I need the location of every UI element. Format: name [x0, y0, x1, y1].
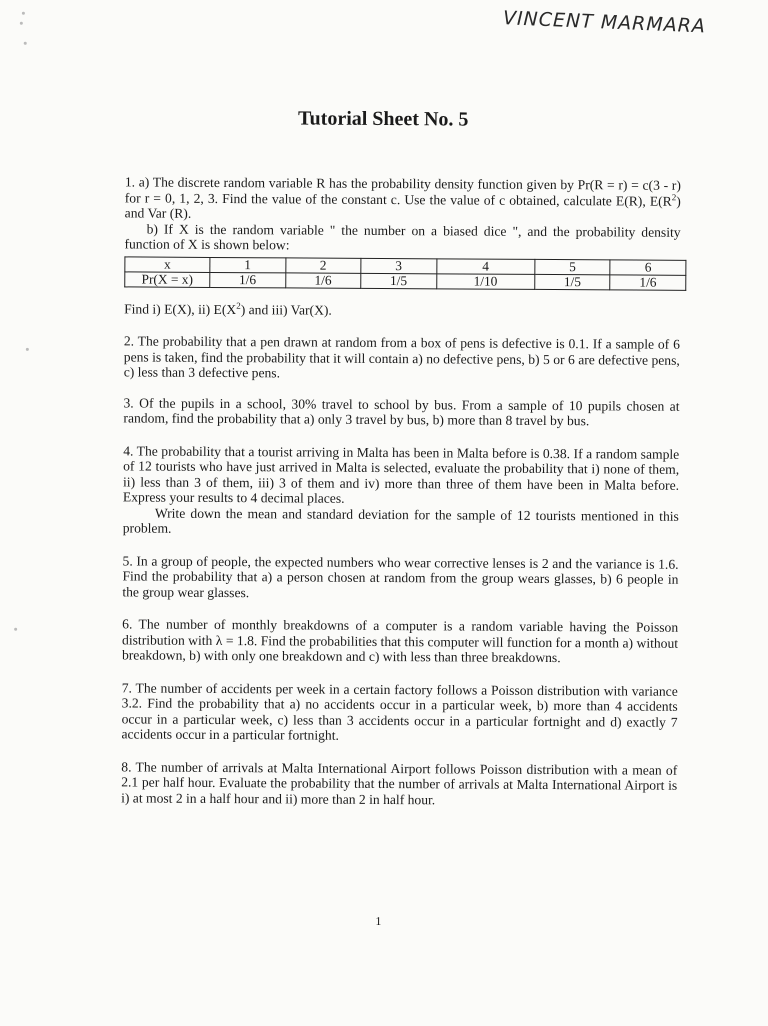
handwritten-signature: VINCENT MARMARA: [502, 7, 707, 38]
margin-specks: [12, 0, 48, 1022]
table-row-label: Pr(X = x): [125, 271, 210, 287]
question-8: [121, 759, 677, 809]
question-1: [124, 174, 680, 255]
table-cell: 1/6: [210, 272, 286, 287]
question-8-text: 8. The number of arrivals at Malta International Airport follows Poisson distribution with a mean of 2.1 per half hour. Evaluate the probability that the number of arrivals at Malta International Airport is i) at most 2 in a half hour and ii) more than 2 in half hour.: [121, 758, 678, 807]
question-4-followup-text: Write down the mean and standard deviation for the sample of 12 tourists mentioned in this problem.: [122, 505, 679, 536]
table-cell: 1/10: [436, 273, 534, 289]
question-6: [122, 616, 678, 666]
question-3-text: 3. Of the pupils in a school, 30% travel to school by bus. From a sample of 10 pupils chosen at random, find the probability that a) only 3 travel by bus, b) more than 8 travel by bus.: [123, 394, 680, 429]
question-1-find-line: Find i) E(X), ii) $E(X^2)$ and iii) Var(X).: [124, 300, 332, 318]
question-1b-text: b) If X is the random variable " the number on a biased dice ", and the probability density function of X is shown below:: [124, 221, 681, 253]
question-4-text: 4. The probability that a tourist arriving in Malta has been in Malta before is 0.38. If a random sample of 12 tourists who have just arrived in Malta is selected, evaluate the probability that i) none of them, ii) less than 3 of them, iii) 3 of them and iv) more than three of them have been in Malta before. Express your results to 4 decimal places.: [122, 442, 680, 506]
question-4: [123, 443, 680, 539]
question-3: [123, 395, 679, 429]
table-row: [125, 271, 686, 289]
table-cell: 3: [361, 258, 437, 273]
table-cell: 4: [436, 258, 534, 274]
question-6-text: 6. The number of monthly breakdowns of a computer is a random variable having the Poisson distribution with λ = 1.8. Find the probabilities that this computer will function for a month a) without breakdown, b) with only one breakdown and c) with less than three breakdowns.: [121, 616, 679, 666]
question-2-text: 2. The probability that a pen drawn at random from a box of pens is defective is 0.1. If a sample of 6 pens is taken, find the probability that it will contain a) no defective pens, b) 5 or 6 are defective pens, c) less than 3 defective pens.: [123, 333, 680, 381]
table-cell: 6: [610, 259, 686, 274]
question-2: [124, 333, 680, 383]
page-number: 1: [375, 913, 382, 929]
question-7-text: 7. The number of accidents per week in a certain factory follows a Poisson distribution with variance 3.2. Find the probability that a) no accidents occur in a particular week, b) more than 4 accidents occur in a particular week, c) less than 3 accidents occur in a particular fortnight and d) exactly 7 accidents occur in a particular fortnight.: [121, 679, 678, 743]
probability-table: [124, 256, 686, 290]
table-cell: 5: [535, 259, 611, 274]
question-7: [121, 680, 677, 745]
table-cell: 1/5: [361, 273, 437, 288]
question-5-text: 5. In a group of people, the expected numbers who wear corrective lenses is 2 and the variance is 1.6. Find the probability that a) a person chosen at random from the group wears glasses, b) 6 people in the group wear glasses.: [122, 552, 679, 600]
table-cell: 2: [285, 257, 361, 272]
question-1a-text: 1. a) The discrete random variable R has the probability density function given by Pr(R = r) = c(3 - r) for r = 0, 1, 2, 3. Find the value of the constant c. Use the value of c obtained, calculate E(R), $E(R^2)$ and Var (R).: [124, 174, 681, 221]
page-title: Tutorial Sheet No. 5: [298, 107, 469, 131]
table-header-label: x: [125, 256, 210, 272]
table-cell: 1: [210, 257, 286, 272]
table-cell: 1/6: [610, 274, 686, 289]
question-5: [122, 553, 678, 603]
table-cell: 1/5: [535, 274, 611, 289]
table-cell: 1/6: [285, 272, 361, 287]
questions-body: [121, 174, 681, 821]
